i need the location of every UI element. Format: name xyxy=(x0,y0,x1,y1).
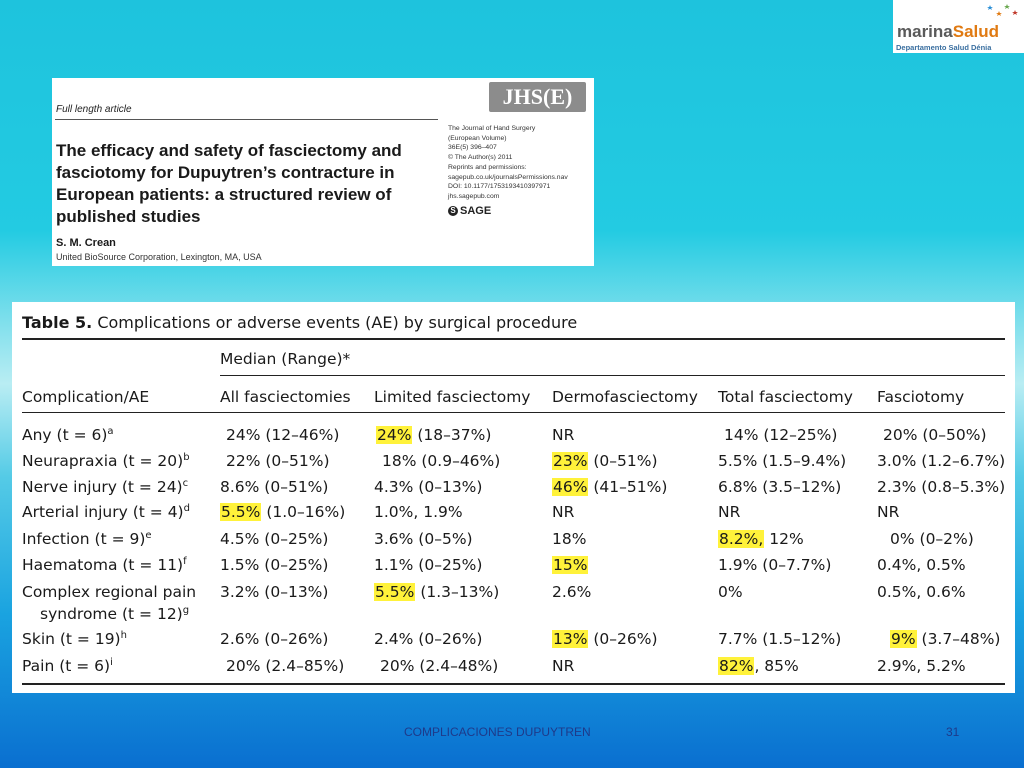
header-rule xyxy=(22,412,1005,413)
row-label: Neurapraxia (t = 20)$^b$ xyxy=(22,452,190,470)
table-cell: 18% xyxy=(552,530,587,548)
table-cell: 8.2%, 12% xyxy=(719,530,804,548)
table-cell: 1.1% (0–25%) xyxy=(374,556,483,574)
logo-department: Departamento Salud Dénia xyxy=(896,43,992,52)
highlight: 23% xyxy=(553,452,588,470)
meta-line: © The Author(s) 2011 xyxy=(448,154,513,162)
column-header: Fasciotomy xyxy=(877,388,965,406)
table-cell: 3.6% (0–5%) xyxy=(374,530,473,548)
table-cell: 14% (12–25%) xyxy=(724,426,838,444)
sage-logo: S SAGE xyxy=(448,205,491,217)
table-cell: NR xyxy=(552,503,575,521)
meta-line: The Journal of Hand Surgery xyxy=(448,125,536,132)
table-cell: NR xyxy=(718,503,741,521)
row-label: Pain (t = 6)$^i$ xyxy=(22,657,113,675)
column-header: Limited fasciectomy xyxy=(374,388,531,406)
table-caption: Table 5. Complications or adverse events (AE) by surgical procedure xyxy=(22,313,578,332)
slide-footer xyxy=(0,725,1024,743)
journal-meta xyxy=(448,124,593,202)
table-cell: 22% (0–51%) xyxy=(226,452,330,470)
table-cell xyxy=(552,555,588,575)
logo-brand: marinaSalud xyxy=(897,22,1000,41)
table-cell: 0.4%, 0.5% xyxy=(877,556,966,574)
article-type: Full length article xyxy=(56,104,132,115)
table-cell: 2.9%, 5.2% xyxy=(877,657,966,675)
table-cell: NR xyxy=(877,503,900,521)
table-cell: 5.5% (1.5–9.4%) xyxy=(718,452,847,470)
group-header: Median (Range)* xyxy=(220,350,351,368)
marinasalud-logo xyxy=(893,0,1024,53)
row-label: Any (t = 6)$^a$ xyxy=(22,426,114,444)
table-cell: 1.5% (0–25%) xyxy=(220,556,329,574)
meta-line: DOI: 10.1177/1753193410397971 xyxy=(448,183,551,191)
row-label: Nerve injury (t = 24)$^c$ xyxy=(22,478,189,496)
sage-icon: S xyxy=(448,206,458,216)
row-label-cont: syndrome (t = 12)$^g$ xyxy=(40,605,190,623)
column-header: All fasciectomies xyxy=(220,388,351,406)
table-cell: 3.2% (0–13%) xyxy=(220,583,329,601)
column-header: Total fasciectomy xyxy=(718,388,853,406)
slide-number: 31 xyxy=(946,725,960,739)
row-label: Infection (t = 9)$^e$ xyxy=(22,530,152,548)
group-rule xyxy=(220,375,1005,376)
table-cell: 6.8% (3.5–12%) xyxy=(718,478,842,496)
table-top-rule xyxy=(22,338,1005,340)
table-cell: NR xyxy=(552,426,575,444)
table-cell: 4.5% (0–25%) xyxy=(220,530,329,548)
highlight: 82% xyxy=(719,657,754,675)
meta-line: 36E(5) 396–407 xyxy=(448,144,497,152)
table-cell: 7.7% (1.5–12%) xyxy=(718,630,842,648)
table-cell: 2.6% xyxy=(552,583,592,601)
table-cell: 1.9% (0–7.7%) xyxy=(718,556,832,574)
meta-line: (European Volume) xyxy=(448,134,507,142)
table-cell: 18% (0.9–46%) xyxy=(382,452,501,470)
table-cell: 0% (0–2%) xyxy=(890,530,974,548)
meta-line: jhs.sagepub.com xyxy=(448,192,500,200)
stars-icon xyxy=(983,2,1021,22)
table-bottom-rule xyxy=(22,683,1005,685)
table-cell: 1.0%, 1.9% xyxy=(374,503,463,521)
complications-table xyxy=(12,302,1015,693)
journal-badge: JHS(E) xyxy=(489,82,586,112)
table-cell: NR xyxy=(552,657,575,675)
highlight: 5.5% xyxy=(375,583,415,601)
article-header-image xyxy=(52,78,594,266)
column-header: Complication/AE xyxy=(22,388,150,406)
highlight: 9% xyxy=(891,630,916,648)
highlight: 24% xyxy=(377,426,412,444)
article-title: The efficacy and safety of fasciectomy and fasciotomy for Dupuytren’s contracture in European patients: a structured review of published studies xyxy=(56,141,402,226)
highlight: 8.2%, xyxy=(719,530,764,548)
table-cell: 0.5%, 0.6% xyxy=(877,583,966,601)
table-cell: 20% (2.4–85%) xyxy=(226,657,345,675)
highlight: 15% xyxy=(553,556,588,574)
table-cell: 2.4% (0–26%) xyxy=(374,630,483,648)
table-cell: 5.5% (1.3–13%) xyxy=(375,583,500,601)
table-cell: 0% xyxy=(718,583,743,601)
row-label: Complex regional pain xyxy=(22,583,197,601)
table-cell: 8.6% (0–51%) xyxy=(220,478,329,496)
highlight: 13% xyxy=(553,630,588,648)
meta-line: sagepub.co.uk/journalsPermissions.nav xyxy=(448,173,568,181)
article-affiliation: United BioSource Corporation, Lexington, MA, USA xyxy=(56,252,262,262)
highlight: 5.5% xyxy=(221,503,261,521)
table-cell: 5.5% (1.0–16%) xyxy=(221,503,346,521)
highlight: 46% xyxy=(553,478,588,496)
table-cell: 24% (18–37%) xyxy=(377,426,492,444)
table-cell: 82%, 85% xyxy=(719,657,799,675)
table-cell: 20% (0–50%) xyxy=(883,426,987,444)
table-cell: 13% (0–26%) xyxy=(553,630,658,648)
table-cell: 9% (3.7–48%) xyxy=(891,630,1001,648)
table-cell: 4.3% (0–13%) xyxy=(374,478,483,496)
header-rule xyxy=(55,119,438,120)
column-header: Dermofasciectomy xyxy=(552,388,698,406)
footer-title: COMPLICACIONES DUPUYTREN xyxy=(404,725,591,739)
table-cell: 2.3% (0.8–5.3%) xyxy=(877,478,1006,496)
table-cell: 20% (2.4–48%) xyxy=(380,657,499,675)
row-label: Arterial injury (t = 4)$^d$ xyxy=(22,503,190,521)
table-cell: 46% (41–51%) xyxy=(553,478,668,496)
table-cell: 23% (0–51%) xyxy=(553,452,658,470)
table-cell: 3.0% (1.2–6.7%) xyxy=(877,452,1006,470)
row-label: Skin (t = 19)$^h$ xyxy=(22,630,127,648)
table-cell: 2.6% (0–26%) xyxy=(220,630,329,648)
article-author: S. M. Crean xyxy=(56,237,116,249)
meta-line: Reprints and permissions: xyxy=(448,163,527,171)
table-cell: 24% (12–46%) xyxy=(226,426,340,444)
row-label: Haematoma (t = 11)$^f$ xyxy=(22,556,187,574)
